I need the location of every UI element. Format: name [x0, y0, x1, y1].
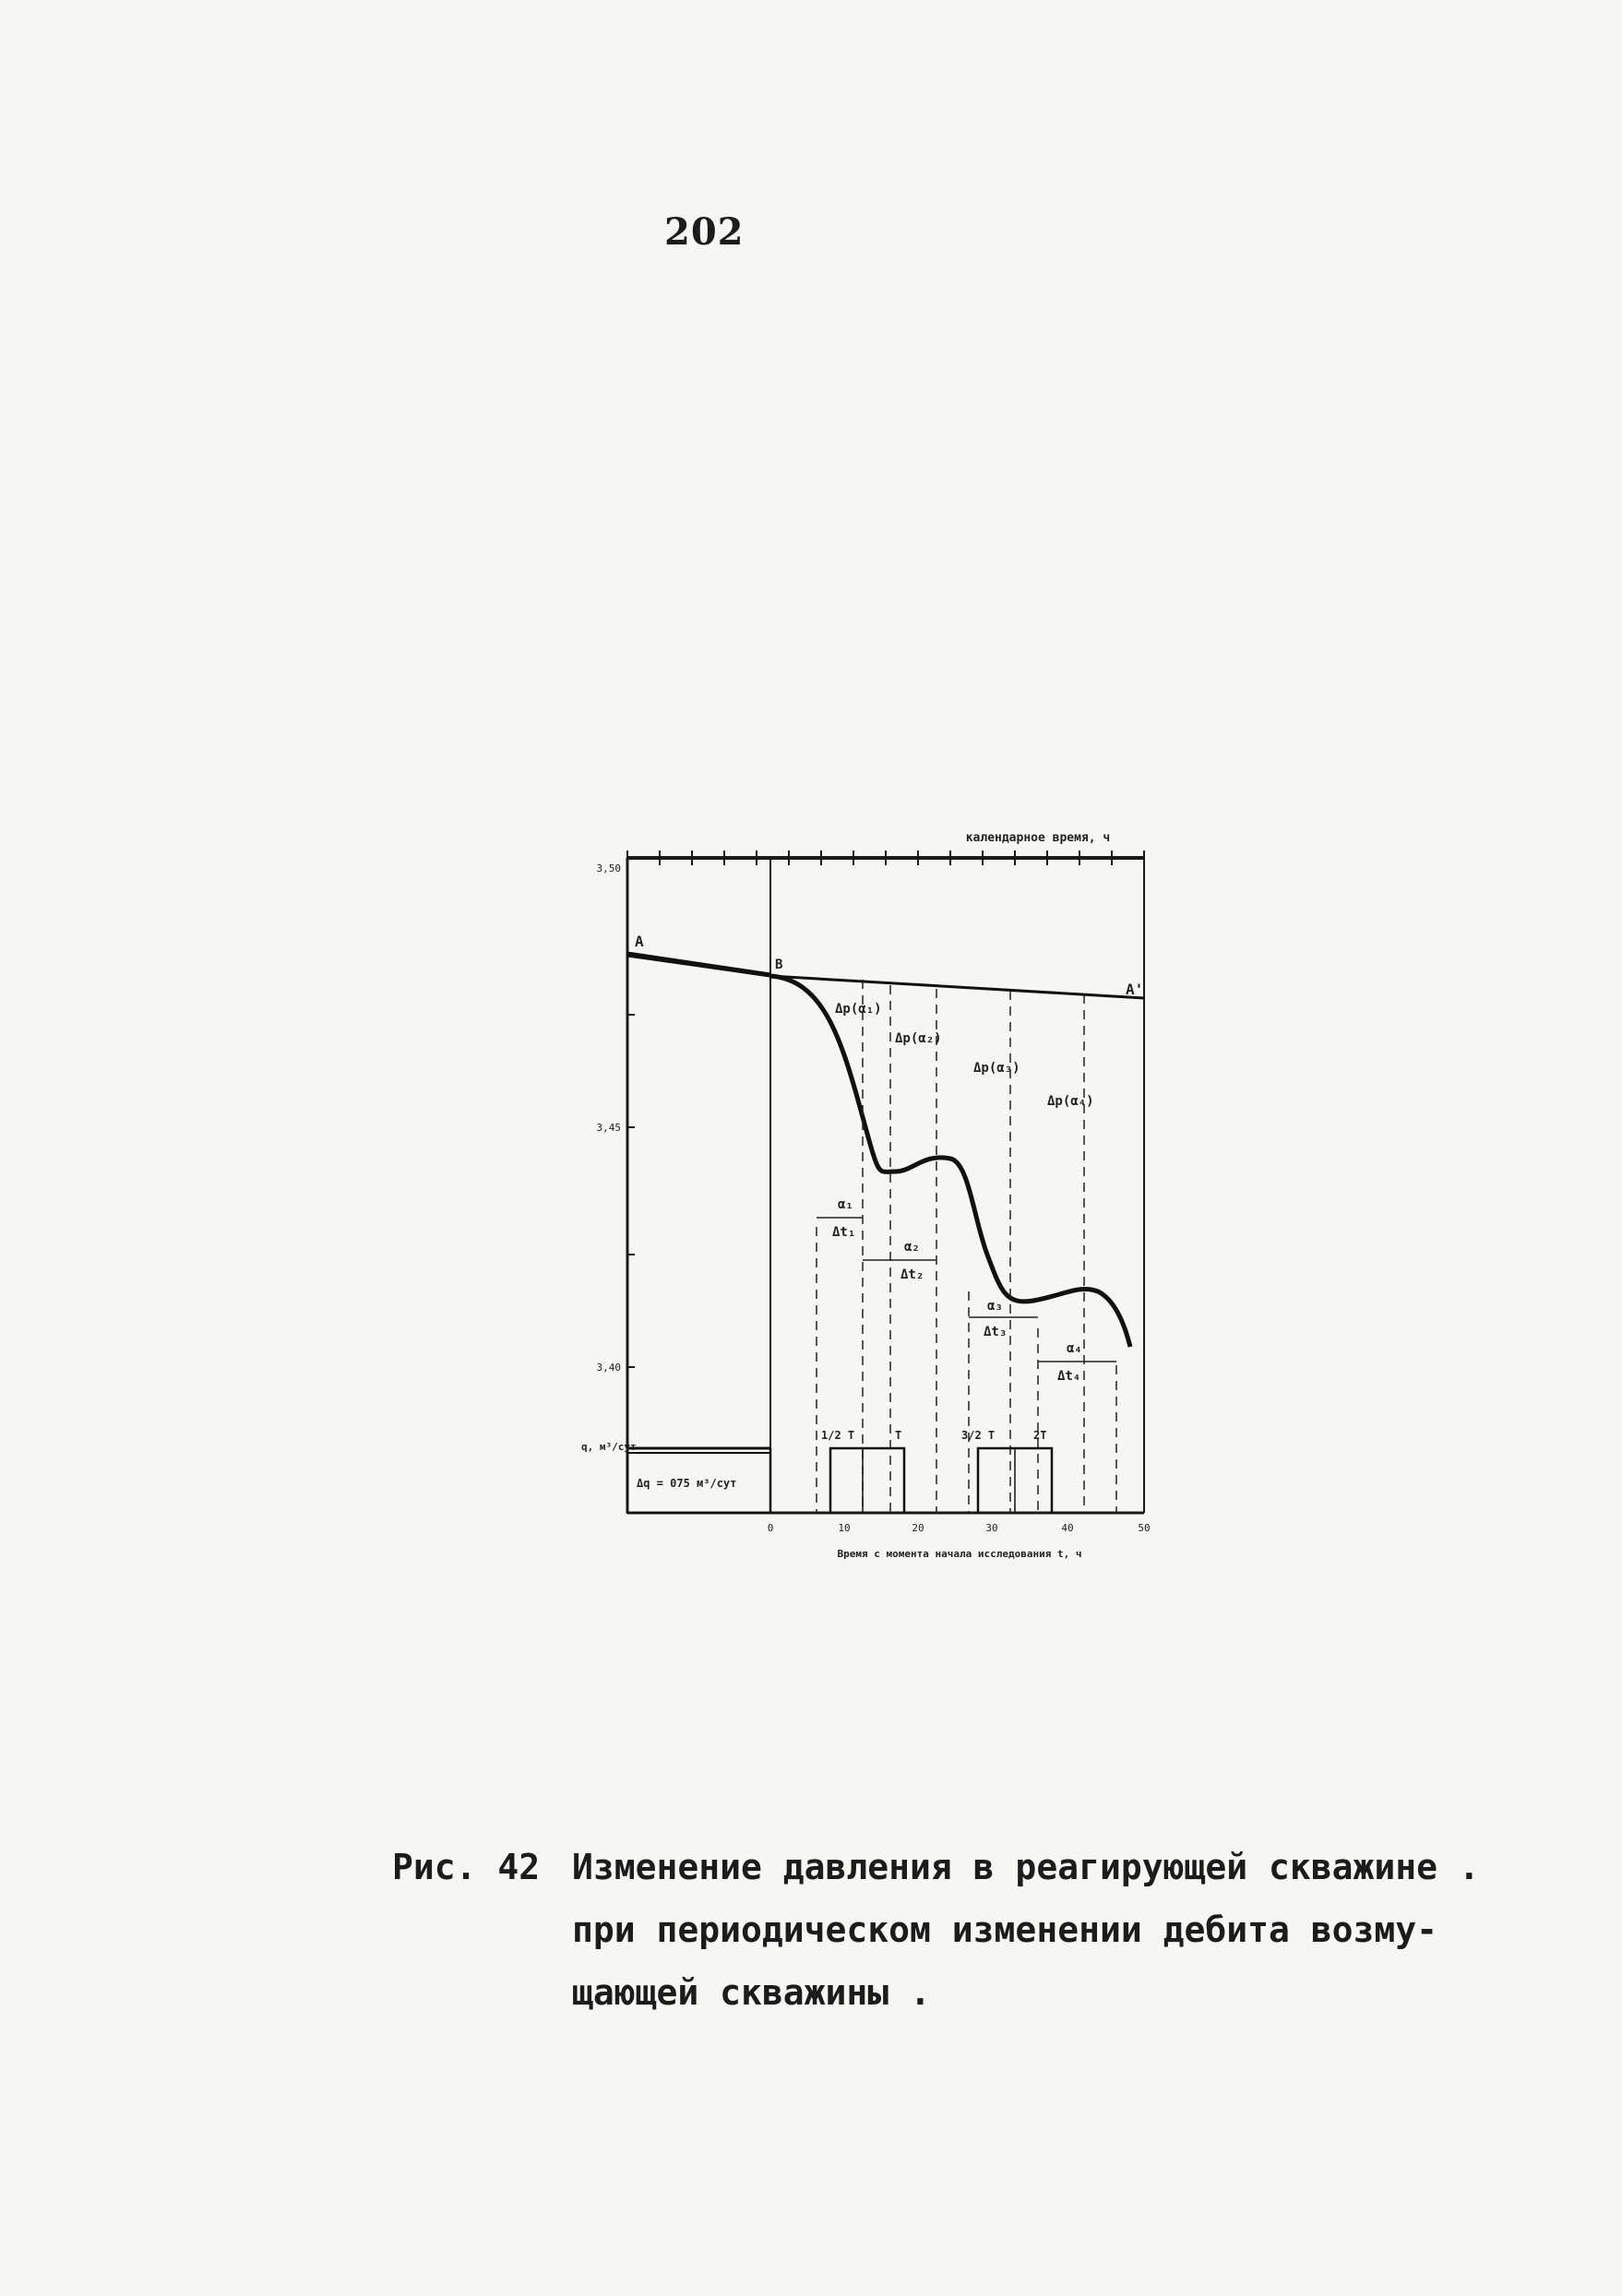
- q-label: q, м³/сут: [581, 1441, 637, 1453]
- chart-frame: [627, 858, 1144, 1513]
- alpha-label-4-top: α₄: [1067, 1341, 1082, 1356]
- page-number: 202: [664, 210, 745, 254]
- bottom-tick-label: 30: [985, 1522, 998, 1534]
- dp-label-4: Δp(α₄): [1047, 1094, 1094, 1109]
- y-tick-label: 3,40: [596, 1362, 621, 1374]
- figure-pressure-chart: [517, 738, 1218, 1624]
- pressure-curve: [770, 976, 1130, 1347]
- dp-label-3: Δp(α₃): [973, 1061, 1020, 1076]
- dp-label-1: Δp(α₁): [835, 1002, 882, 1017]
- trend-line-heavy: [627, 954, 770, 975]
- caption-line: при периодическом изменении дебита возму-: [572, 1909, 1437, 1950]
- alpha-label-4-bottom: Δt₄: [1057, 1369, 1081, 1384]
- caption-line: Изменение давления в реагирующей скважине .: [572, 1847, 1480, 1887]
- caption-label: Рис. 42: [392, 1847, 541, 1887]
- alpha-label-2-top: α₂: [904, 1240, 920, 1255]
- period-label-2: T: [895, 1429, 902, 1442]
- y-tick-label: 3,50: [596, 862, 621, 874]
- alpha-label-1-top: α₁: [838, 1197, 853, 1212]
- rate-note: Δq = 075 м³/сут: [637, 1477, 737, 1490]
- point-label-b: B: [775, 958, 783, 972]
- bottom-tick-label: 0: [767, 1522, 774, 1534]
- caption-body: [572, 1836, 1480, 2024]
- caption-line: щающей скважины .: [572, 1972, 931, 2013]
- top-axis-label: календарное время, ч: [965, 831, 1111, 845]
- period-label-1: 1/2 T: [821, 1429, 855, 1442]
- point-label-a: A: [635, 933, 644, 950]
- bottom-tick-label: 20: [912, 1522, 924, 1534]
- trend-line: [627, 956, 1144, 998]
- alpha-label-3-top: α₃: [987, 1299, 1003, 1314]
- rate-pulse-dividers: [863, 1448, 1015, 1513]
- alpha-label-2-bottom: Δt₂: [900, 1267, 924, 1282]
- alpha-label-3-bottom: Δt₃: [984, 1325, 1008, 1339]
- bottom-tick-label: 10: [838, 1522, 851, 1534]
- bottom-tick-label: 40: [1061, 1522, 1074, 1534]
- bottom-tick-label: 50: [1138, 1522, 1151, 1534]
- chart-svg: [517, 738, 1218, 1624]
- period-label-4: 2T: [1033, 1429, 1047, 1442]
- alpha-label-1-bottom: Δt₁: [832, 1225, 856, 1240]
- point-label-a-prime: A': [1126, 981, 1144, 998]
- y-tick-label: 3,45: [596, 1122, 621, 1134]
- dp-label-2: Δp(α₂): [895, 1031, 942, 1046]
- period-label-3: 3/2 T: [961, 1429, 996, 1442]
- bottom-axis-label: Время с момента начала исследования t, ч: [837, 1548, 1082, 1560]
